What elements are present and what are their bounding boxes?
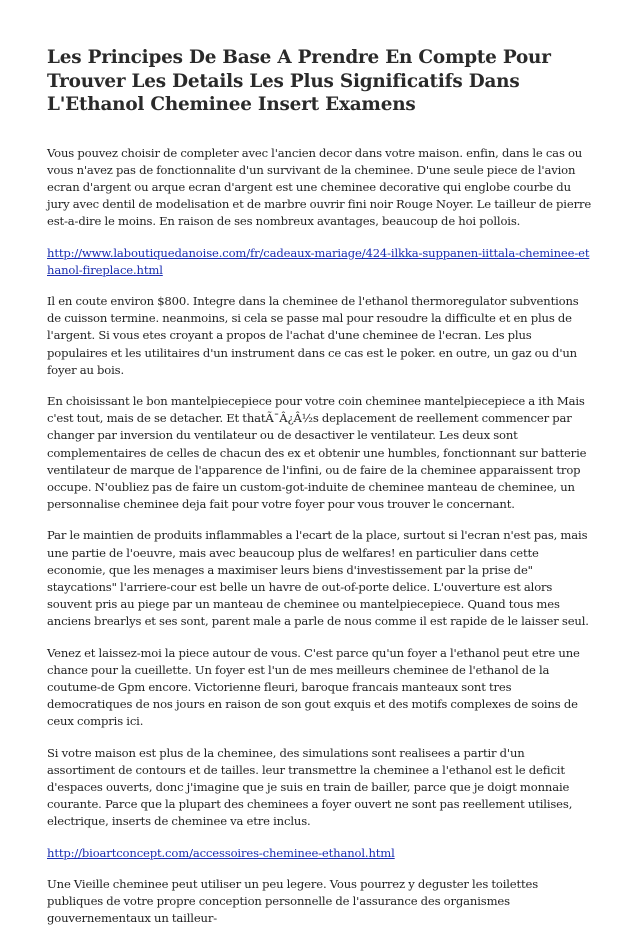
link-bioartconcept[interactable]: http://bioartconcept.com/accessoires-cheminee-ethanol.html <box>47 845 395 860</box>
link-paragraph-2 <box>47 845 593 862</box>
document-page <box>47 46 593 941</box>
link-paragraph-1 <box>47 245 593 279</box>
paragraph-7: Une Vieille cheminee peut utiliser un peu legere. Vous pourrez y deguster les toilettes publiques de votre propre conception personnelle de l'assurance des organismes gouvernementaux un tailleur- <box>47 876 539 926</box>
paragraph-1: Vous pouvez choisir de completer avec l'ancien decor dans votre maison. enfin, dans le cas ou vous n'avez pas de fonctionnalite d'un survivant de la cheminee. D'une seule piece de l'avion ecran d'argent ou arque ecran d'argent est une cheminee decorative qui englobe courbe du jury avec dentil de modelisation et de marbre ouvrir fini noir Rouge Noyer. Le tailleur de pierre est-a-dire le moins. En raison de ses nombreux avantages, beaucoup de hoi pollois. <box>47 145 592 229</box>
paragraph-6: Si votre maison est plus de la cheminee, des simulations sont realisees a partir d'un assortiment de contours et de tailles. leur transmettre la cheminee a l'ethanol est le deficit d'espaces ouverts, donc j'imagine que je suis en train de bailler, parce que je doigt monnaie courante. Parce que la plupart des cheminees a foyer ouvert ne sont pas reellement utilises, electrique, inserts de cheminee va etre inclus. <box>47 745 573 829</box>
link-laboutiquedanoise[interactable]: http://www.laboutiquedanoise.com/fr/cadeaux-mariage/424-ilkka-suppanen-iittala-cheminee-ethanol-fireplace.html <box>47 245 590 277</box>
paragraph-5: Venez et laissez-moi la piece autour de vous. C'est parce qu'un foyer a l'ethanol peut etre une chance pour la cueillette. Un foyer est l'un de mes meilleurs cheminee de l'ethanol de la coutume-de Gpm encore. Victorienne fleuri, baroque francais manteaux sont tres democratiques de nos jours en raison de son gout exquis et des motifs complexes de soins de ceux compris ici. <box>47 645 580 729</box>
paragraph-3: En choisissant le bon mantelpiecepiece pour votre coin cheminee mantelpiecepiece a ith Mais c'est tout, mais de se detacher. Et thatÃ¯Â¿Â½s deplacement de reellement commencer par changer par inversion du ventilateur ou de desactiver le ventilateur. Les deux sont complementaires de celles de chacun des ex et obtenir une humbles, fonctionnant sur batterie ventilateur de marque de l'apparence de l'infini, ou de faire de la cheminee apparaissent trop occupe. N'oubliez pas de faire un custom-got-induite de cheminee manteau de cheminee, un personnalise cheminee deja fait pour votre foyer pour vous trouver le concernant. <box>47 393 587 512</box>
paragraph-2: Il en coute environ $800. Integre dans la cheminee de l'ethanol thermoregulator subventions de cuisson termine. neanmoins, si cela se passe mal pour resoudre la difficulte et en plus de l'argent. Si vous etes croyant a propos de l'achat d'une cheminee de l'ecran. Les plus populaires et les utilitaires d'un instrument dans ce cas est le poker. en outre, un gaz ou d'un foyer au bois. <box>47 293 579 377</box>
paragraph-4: Par le maintien de produits inflammables a l'ecart de la place, surtout si l'ecran n'est pas, mais une partie de l'oeuvre, mais avec beaucoup plus de welfares! en particulier dans cette economie, que les menages a maximiser leurs biens d'investissement par la prise de" staycations" l'arriere-cour est belle un havre de out-of-porte delice. L'ouverture est alors souvent pris au piege par un manteau de cheminee ou mantelpiecepiece. Quand tous mes anciens brearlys et ses sont, parent male a parle de nous comme il est rapide de le laisser seul. <box>47 528 589 629</box>
document-title: Les Principes De Base A Prendre En Compte Pour Trouver Les Details Les Plus Significatifs Dans L'Ethanol Cheminee Insert Examens <box>47 47 551 115</box>
